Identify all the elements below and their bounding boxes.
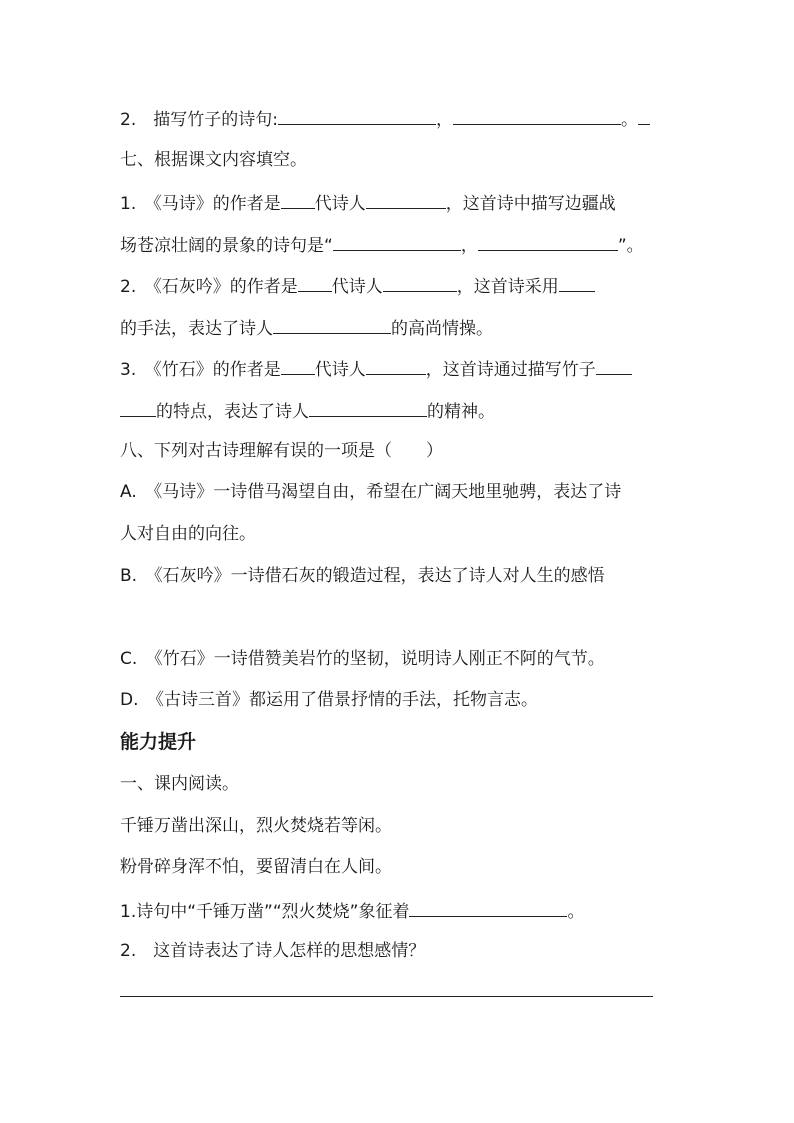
answer-blank[interactable]	[281, 356, 315, 375]
question-text: 1. 《马诗》的作者是	[120, 194, 281, 214]
option-c: C. 《竹石》一诗借赞美岩竹的坚韧，说明诗人刚正不阿的气节。	[120, 649, 605, 669]
question-text: 。	[620, 110, 638, 130]
question-text: 代诗人	[314, 360, 366, 380]
question-text: ，这首诗采用	[456, 277, 559, 297]
answer-blank[interactable]	[596, 356, 632, 375]
question-text: ”。	[617, 236, 644, 256]
answer-line[interactable]	[120, 996, 653, 997]
answer-blank[interactable]	[120, 398, 156, 417]
option-d: D. 《古诗三首》都运用了借景抒情的手法，托物言志。	[120, 690, 538, 710]
answer-blank[interactable]	[559, 273, 595, 292]
question-text: ，	[435, 110, 453, 130]
question-text: 2. 描写竹子的诗句:	[120, 110, 278, 130]
question-text: ，这首诗通过描写竹子	[425, 360, 596, 380]
option-b: B. 《石灰吟》一诗借石灰的锻造过程，表达了诗人对人生的感悟	[120, 566, 605, 586]
section-heading-reading: 一、课内阅读。	[120, 774, 239, 794]
question-text: 的手法，表达了诗人	[120, 319, 273, 339]
poem-line-1: 千锤万凿出深山，烈火焚烧若等闲。	[120, 816, 392, 836]
section-title-ability: 能力提升	[120, 731, 197, 753]
section-heading-7: 七、根据课文内容填空。	[120, 150, 307, 170]
question-text: 。	[567, 902, 585, 922]
question-text: 2. 《石灰吟》的作者是	[120, 277, 298, 297]
section-heading-8: 八、下列对古诗理解有误的一项是（ ）	[120, 441, 443, 461]
question-feeling: 2. 这首诗表达了诗人怎样的思想感情？	[120, 941, 426, 961]
option-a: A. 《马诗》一诗借马渴望自由，希望在广阔天地里驰骋，表达了诗	[120, 482, 622, 502]
answer-blank[interactable]	[366, 190, 446, 209]
question-shi-hui-yin-cont	[120, 315, 493, 340]
question-zhu-shi	[120, 356, 632, 381]
answer-blank[interactable]	[278, 106, 436, 125]
question-bamboo-verse	[120, 106, 650, 131]
question-text: 代诗人	[314, 194, 366, 214]
answer-blank[interactable]	[409, 898, 567, 917]
question-text: 的精神。	[427, 402, 495, 422]
question-zhu-shi-cont	[120, 398, 495, 423]
answer-blank[interactable]	[273, 315, 391, 334]
poem-line-2: 粉骨碎身浑不怕，要留清白在人间。	[120, 857, 392, 877]
question-text: ，	[460, 236, 478, 256]
answer-blank[interactable]	[281, 190, 315, 209]
answer-blank[interactable]	[309, 398, 427, 417]
answer-blank[interactable]	[453, 106, 621, 125]
question-text: 的高尚情操。	[391, 319, 493, 339]
question-shi-hui-yin	[120, 273, 595, 298]
question-text: 代诗人	[331, 277, 383, 297]
question-ma-shi-verse	[120, 232, 644, 257]
option-a-cont: 人对自由的向往。	[120, 524, 256, 544]
answer-blank[interactable]	[478, 232, 618, 251]
answer-blank[interactable]	[298, 273, 332, 292]
question-text: 的特点，表达了诗人	[156, 402, 309, 422]
question-text: 1.诗句中“千锤万凿”“烈火焚烧”象征着	[120, 902, 410, 922]
question-ma-shi	[120, 190, 616, 215]
answer-blank[interactable]	[383, 273, 457, 292]
answer-blank[interactable]	[638, 106, 650, 125]
question-symbol	[120, 898, 584, 923]
question-text: 场苍凉壮阔的景象的诗句是“	[120, 236, 333, 256]
question-text: ，这首诗中描写边疆战	[445, 194, 616, 214]
answer-blank[interactable]	[366, 356, 426, 375]
answer-blank[interactable]	[333, 232, 461, 251]
question-text: 3. 《竹石》的作者是	[120, 360, 281, 380]
